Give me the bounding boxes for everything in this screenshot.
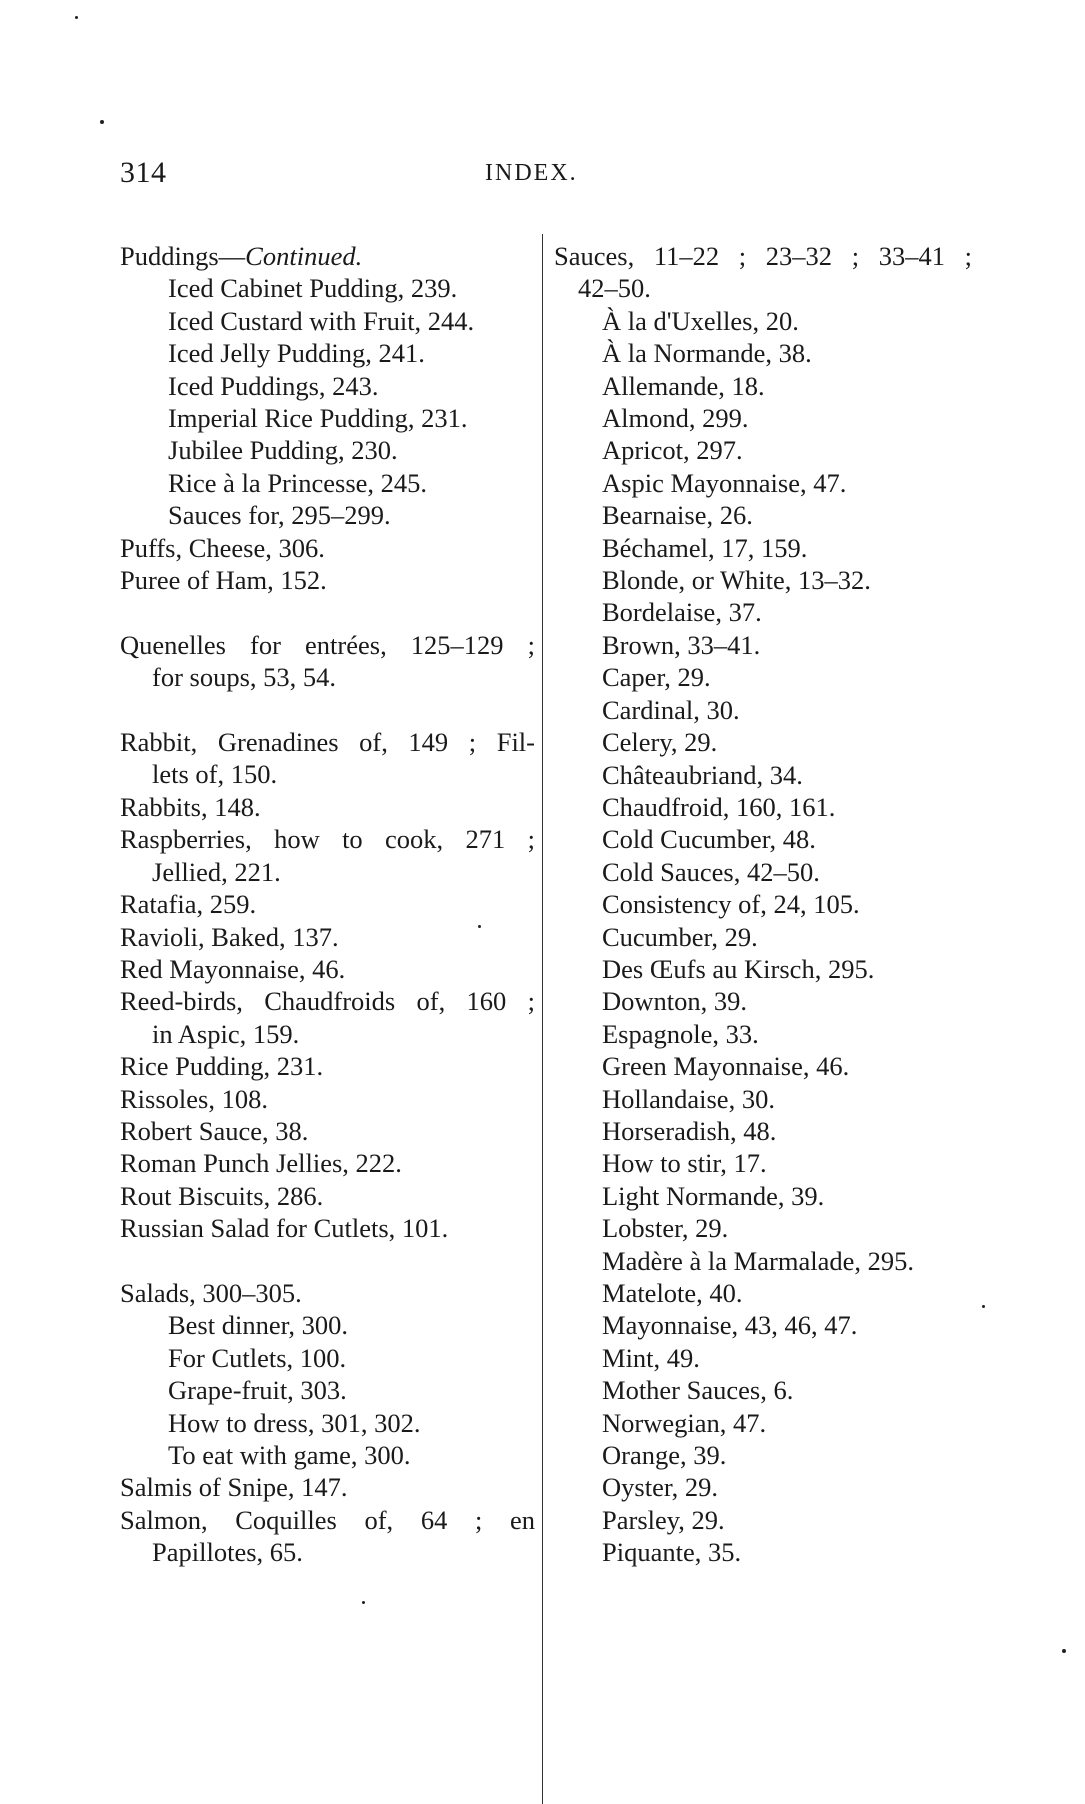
entry-gap	[120, 1245, 535, 1277]
index-entry	[120, 1115, 535, 1147]
index-entry-continuation	[120, 856, 535, 888]
entry-text: Reed-birds, Chaudfroids of, 160 ;	[120, 986, 535, 1017]
entry-text: Parsley, 29.	[602, 1504, 725, 1535]
index-subentry	[120, 499, 535, 531]
index-column-left	[120, 240, 535, 1569]
page-number: 314	[120, 156, 167, 189]
index-subentry	[554, 305, 972, 337]
index-entry	[120, 921, 535, 953]
index-subentry	[554, 1309, 972, 1341]
index-subentry	[554, 1504, 972, 1536]
index-subentry	[554, 1471, 972, 1503]
entry-text: Aspic Mayonnaise, 47.	[602, 467, 847, 498]
entry-text: Lobster, 29.	[602, 1213, 729, 1244]
entry-text: Des Œufs au Kirsch, 295.	[602, 953, 875, 984]
entry-text: Iced Cabinet Pudding, 239.	[168, 273, 458, 304]
index-subentry	[554, 402, 972, 434]
entry-text: Cardinal, 30.	[602, 694, 740, 725]
index-entry	[120, 726, 535, 758]
entry-text: Rabbits, 148.	[120, 791, 261, 822]
entry-text: Bearnaise, 26.	[602, 500, 753, 531]
entry-text: Quenelles for entrées, 125–129 ;	[120, 629, 535, 660]
index-subentry	[554, 1407, 972, 1439]
entry-text: À la d'Uxelles, 20.	[602, 305, 799, 336]
entry-text: Salads, 300–305.	[120, 1277, 302, 1308]
entry-text: Mint, 49.	[602, 1342, 700, 1373]
scan-speck	[100, 120, 104, 124]
scan-speck	[362, 1601, 365, 1604]
entry-text: Best dinner, 300.	[168, 1310, 349, 1341]
index-subentry	[554, 953, 972, 985]
entry-text: How to stir, 17.	[602, 1148, 767, 1179]
index-subentry	[554, 1439, 972, 1471]
entry-text: Consistency of, 24, 105.	[602, 889, 860, 920]
entry-text: Grape-fruit, 303.	[168, 1375, 347, 1406]
index-subentry	[554, 1245, 972, 1277]
index-subentry	[554, 823, 972, 855]
entry-text: Light Normande, 39.	[602, 1180, 825, 1211]
entry-text: in Aspic, 159.	[152, 1018, 300, 1049]
entry-text: Orange, 39.	[602, 1440, 727, 1471]
index-subentry	[554, 370, 972, 402]
entry-text: Puddings—	[120, 241, 246, 271]
entry-text: Papillotes, 65.	[152, 1537, 303, 1568]
entry-text: Châteaubriand, 34.	[602, 759, 803, 790]
entry-text: Raspberries, how to cook, 271 ;	[120, 824, 535, 855]
index-subentry	[120, 434, 535, 466]
entry-text: Imperial Rice Pudding, 231.	[168, 403, 468, 434]
index-subentry	[554, 694, 972, 726]
scan-speck	[75, 16, 78, 19]
index-subentry	[120, 402, 535, 434]
entry-text: Red Mayonnaise, 46.	[120, 953, 346, 984]
entry-text: Green Mayonnaise, 46.	[602, 1051, 850, 1082]
index-subentry	[120, 1309, 535, 1341]
entry-text: Horseradish, 48.	[602, 1115, 777, 1146]
index-entry	[120, 564, 535, 596]
column-divider	[542, 234, 543, 1804]
entry-text: For Cutlets, 100.	[168, 1342, 347, 1373]
entry-text: Salmon, Coquilles of, 64 ; en	[120, 1504, 535, 1535]
index-entry	[120, 953, 535, 985]
index-subentry	[554, 596, 972, 628]
index-subentry	[554, 661, 972, 693]
entry-continued-label: Continued.	[245, 241, 363, 271]
entry-text: Russian Salad for Cutlets, 101.	[120, 1213, 449, 1244]
index-entry	[120, 629, 535, 661]
index-subentry	[120, 1439, 535, 1471]
entry-text: Salmis of Snipe, 147.	[120, 1472, 348, 1503]
index-entry	[120, 1180, 535, 1212]
index-entry-continuation	[120, 1536, 535, 1568]
index-subentry	[554, 434, 972, 466]
index-subentry	[554, 1180, 972, 1212]
index-subentry	[554, 467, 972, 499]
index-entry	[120, 823, 535, 855]
entry-text: Celery, 29.	[602, 727, 718, 758]
entry-text: Brown, 33–41.	[602, 629, 761, 660]
index-subentry	[554, 1277, 972, 1309]
entry-text: Ratafia, 259.	[120, 889, 257, 920]
entry-text: À la Normande, 38.	[602, 338, 812, 369]
running-title: INDEX.	[485, 160, 578, 186]
entry-text: Piquante, 35.	[602, 1537, 742, 1568]
index-entry-continuation	[120, 1018, 535, 1050]
entry-text: Puffs, Cheese, 306.	[120, 532, 325, 563]
index-subentry	[554, 921, 972, 953]
entry-text: for soups, 53, 54.	[152, 662, 337, 693]
index-subentry	[554, 564, 972, 596]
index-entry	[120, 1050, 535, 1082]
scan-speck	[1062, 1649, 1066, 1653]
index-subentry	[554, 532, 972, 564]
index-subentry	[554, 1050, 972, 1082]
index-subentry	[554, 985, 972, 1017]
index-entry	[120, 1147, 535, 1179]
entry-text: Hollandaise, 30.	[602, 1083, 775, 1114]
index-subentry	[554, 1342, 972, 1374]
entry-text: Apricot, 297.	[602, 435, 743, 466]
index-subentry	[554, 1018, 972, 1050]
scan-speck	[982, 1305, 985, 1308]
entry-text: Cucumber, 29.	[602, 921, 758, 952]
index-subentry	[554, 1115, 972, 1147]
entry-text: 42–50.	[578, 273, 651, 304]
entry-text: Ravioli, Baked, 137.	[120, 921, 339, 952]
entry-text: Rabbit, Grenadines of, 149 ; Fil-	[120, 727, 535, 758]
index-subentry	[120, 370, 535, 402]
entry-text: Blonde, or White, 13–32.	[602, 565, 871, 596]
entry-text: Allemande, 18.	[602, 370, 765, 401]
index-entry	[554, 240, 972, 272]
entry-gap	[120, 694, 535, 726]
entry-text: Iced Custard with Fruit, 244.	[168, 305, 475, 336]
index-subentry	[554, 1083, 972, 1115]
index-subentry	[120, 1407, 535, 1439]
index-entry	[120, 240, 535, 272]
entry-text: Caper, 29.	[602, 662, 711, 693]
index-entry	[120, 1083, 535, 1115]
index-subentry	[120, 305, 535, 337]
index-entry	[120, 1471, 535, 1503]
index-subentry	[120, 1342, 535, 1374]
index-entry-continuation	[120, 661, 535, 693]
index-subentry	[120, 467, 535, 499]
index-subentry	[554, 888, 972, 920]
entry-text: Robert Sauce, 38.	[120, 1115, 309, 1146]
entry-text: Rout Biscuits, 286.	[120, 1180, 324, 1211]
index-subentry	[554, 629, 972, 661]
index-entry-continuation	[554, 272, 972, 304]
entry-text: How to dress, 301, 302.	[168, 1407, 421, 1438]
index-subentry	[554, 337, 972, 369]
entry-text: Jellied, 221.	[152, 856, 281, 887]
entry-gap	[120, 596, 535, 628]
entry-text: Mayonnaise, 43, 46, 47.	[602, 1310, 858, 1341]
index-subentry	[554, 759, 972, 791]
page-header	[120, 156, 600, 196]
entry-text: Puree of Ham, 152.	[120, 565, 327, 596]
entry-text: Cold Sauces, 42–50.	[602, 856, 820, 887]
entry-text: To eat with game, 300.	[168, 1439, 411, 1470]
index-entry	[120, 532, 535, 564]
entry-text: Matelote, 40.	[602, 1278, 743, 1308]
entry-text: Oyster, 29.	[602, 1472, 718, 1503]
entry-text: Béchamel, 17, 159.	[602, 532, 808, 563]
index-subentry	[120, 272, 535, 304]
index-subentry	[554, 1212, 972, 1244]
entry-text: Chaudfroid, 160, 161.	[602, 791, 836, 822]
entry-text: Cold Cucumber, 48.	[602, 824, 816, 855]
index-entry	[120, 985, 535, 1017]
index-column-right	[554, 240, 972, 1569]
entry-text: Downton, 39.	[602, 986, 748, 1017]
index-entry	[120, 791, 535, 823]
index-subentry	[120, 1374, 535, 1406]
index-entry	[120, 1504, 535, 1536]
entry-text: lets of, 150.	[152, 759, 278, 790]
entry-text: Rissoles, 108.	[120, 1083, 268, 1114]
index-subentry	[120, 337, 535, 369]
entry-text: Roman Punch Jellies, 222.	[120, 1148, 402, 1179]
index-subentry	[554, 499, 972, 531]
entry-text: Espagnole, 33.	[602, 1018, 759, 1049]
entry-text: Jubilee Pudding, 230.	[168, 435, 398, 466]
index-entry	[120, 1277, 535, 1309]
scan-speck	[478, 925, 481, 928]
entry-text: Iced Jelly Pudding, 241.	[168, 338, 425, 369]
index-entry	[120, 888, 535, 920]
entry-text: Rice Pudding, 231.	[120, 1051, 324, 1082]
entry-text: Almond, 299.	[602, 403, 749, 434]
entry-text: Sauces for, 295–299.	[168, 500, 391, 531]
index-entry	[120, 1212, 535, 1244]
entry-text: Madère à la Marmalade, 295.	[602, 1245, 914, 1276]
index-subentry	[554, 1536, 972, 1568]
entry-text: Rice à la Princesse, 245.	[168, 467, 428, 498]
index-subentry	[554, 726, 972, 758]
entry-text: Mother Sauces, 6.	[602, 1375, 794, 1406]
index-subentry	[554, 1147, 972, 1179]
index-entry-continuation	[120, 758, 535, 790]
entry-text: Bordelaise, 37.	[602, 597, 762, 628]
index-subentry	[554, 1374, 972, 1406]
entry-text: Sauces, 11–22 ; 23–32 ; 33–41 ;	[554, 241, 972, 271]
index-subentry	[554, 791, 972, 823]
index-subentry	[554, 856, 972, 888]
entry-text: Norwegian, 47.	[602, 1407, 767, 1438]
entry-text: Iced Puddings, 243.	[168, 370, 379, 401]
